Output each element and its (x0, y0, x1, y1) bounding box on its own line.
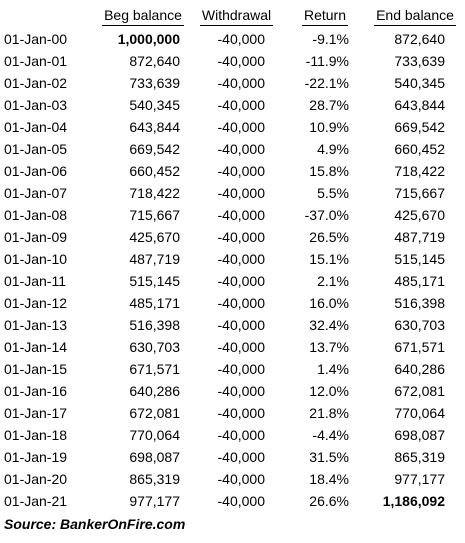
cell-return: 31.5% (309, 449, 349, 465)
cell-return: 15.1% (309, 251, 349, 267)
cell-withdrawal: -40,000 (217, 53, 265, 69)
header-end-balance-label: End balance (374, 7, 456, 26)
cell-beg-balance: 643,844 (129, 119, 180, 135)
cell-beg-balance: 669,542 (129, 141, 180, 157)
cell-withdrawal: -40,000 (217, 339, 265, 355)
cell-return: -11.9% (305, 53, 349, 69)
cell-end-balance: 872,640 (394, 31, 445, 47)
cell-return: 1.4% (317, 361, 349, 377)
cell-end-balance: 487,719 (394, 229, 445, 245)
table-header (0, 6, 465, 28)
cell-return: 12.0% (309, 383, 349, 399)
cell-date: 01-Jan-10 (4, 251, 68, 267)
cell-return: 4.9% (317, 141, 349, 157)
cell-return: 5.5% (317, 185, 349, 201)
cell-date: 01-Jan-05 (4, 141, 68, 157)
source-note: Source: BankerOnFire.com (4, 516, 186, 532)
cell-end-balance: 715,667 (394, 185, 445, 201)
table-row (0, 72, 465, 94)
table-row (0, 204, 465, 226)
cell-beg-balance: 733,639 (129, 75, 180, 91)
cell-withdrawal: -40,000 (217, 163, 265, 179)
cell-beg-balance: 515,145 (129, 273, 180, 289)
cell-date: 01-Jan-09 (4, 229, 68, 245)
table-row (0, 138, 465, 160)
cell-beg-balance: 660,452 (129, 163, 180, 179)
cell-withdrawal: -40,000 (217, 251, 265, 267)
table-row (0, 292, 465, 314)
cell-end-balance: 485,171 (394, 273, 445, 289)
table-row (0, 248, 465, 270)
cell-date: 01-Jan-21 (4, 493, 68, 509)
cell-return: 15.8% (309, 163, 349, 179)
cell-beg-balance: 698,087 (129, 449, 180, 465)
cell-date: 01-Jan-00 (4, 31, 68, 47)
cell-date: 01-Jan-18 (4, 427, 68, 443)
cell-end-balance: 640,286 (394, 361, 445, 377)
cell-withdrawal: -40,000 (217, 471, 265, 487)
table-row (0, 270, 465, 292)
cell-end-balance: 1,186,092 (382, 493, 445, 509)
cell-beg-balance: 540,345 (129, 97, 180, 113)
cell-date: 01-Jan-02 (4, 75, 68, 91)
cell-end-balance: 540,345 (394, 75, 445, 91)
table-row (0, 226, 465, 248)
cell-end-balance: 516,398 (394, 295, 445, 311)
cell-withdrawal: -40,000 (217, 295, 265, 311)
table-row (0, 336, 465, 358)
cell-withdrawal: -40,000 (217, 317, 265, 333)
cell-withdrawal: -40,000 (217, 119, 265, 135)
cell-date: 01-Jan-16 (4, 383, 68, 399)
table-row (0, 50, 465, 72)
cell-beg-balance: 718,422 (129, 185, 180, 201)
cell-return: 18.4% (309, 471, 349, 487)
balance-table (0, 6, 465, 512)
table-row (0, 314, 465, 336)
cell-withdrawal: -40,000 (217, 207, 265, 223)
table-row (0, 424, 465, 446)
table-row (0, 380, 465, 402)
table-row (0, 28, 465, 50)
cell-date: 01-Jan-07 (4, 185, 68, 201)
cell-end-balance: 425,670 (394, 207, 445, 223)
cell-return: -9.1% (312, 31, 349, 47)
cell-withdrawal: -40,000 (217, 427, 265, 443)
cell-beg-balance: 977,177 (129, 493, 180, 509)
cell-return: 26.6% (309, 493, 349, 509)
cell-end-balance: 718,422 (394, 163, 445, 179)
table-row (0, 94, 465, 116)
cell-end-balance: 515,145 (394, 251, 445, 267)
cell-beg-balance: 672,081 (129, 405, 180, 421)
header-date (0, 26, 98, 28)
table-row (0, 358, 465, 380)
cell-beg-balance: 487,719 (129, 251, 180, 267)
cell-date: 01-Jan-01 (4, 53, 68, 69)
cell-end-balance: 733,639 (394, 53, 445, 69)
cell-beg-balance: 1,000,000 (117, 31, 180, 47)
cell-beg-balance: 485,171 (129, 295, 180, 311)
table-row (0, 446, 465, 468)
cell-return: 28.7% (309, 97, 349, 113)
header-withdrawal (188, 7, 285, 28)
cell-withdrawal: -40,000 (217, 97, 265, 113)
cell-date: 01-Jan-04 (4, 119, 68, 135)
header-beg-balance (98, 7, 188, 28)
cell-date: 01-Jan-12 (4, 295, 68, 311)
cell-beg-balance: 640,286 (129, 383, 180, 399)
cell-return: -37.0% (304, 207, 349, 223)
table-row (0, 182, 465, 204)
header-return (285, 7, 365, 28)
table-row (0, 490, 465, 512)
cell-date: 01-Jan-06 (4, 163, 68, 179)
cell-end-balance: 643,844 (394, 97, 445, 113)
cell-withdrawal: -40,000 (217, 361, 265, 377)
cell-return: -22.1% (304, 75, 349, 91)
cell-beg-balance: 630,703 (129, 339, 180, 355)
cell-return: -4.4% (312, 427, 349, 443)
cell-date: 01-Jan-20 (4, 471, 68, 487)
cell-end-balance: 630,703 (394, 317, 445, 333)
header-return-label: Return (302, 7, 348, 26)
cell-beg-balance: 715,667 (129, 207, 180, 223)
cell-beg-balance: 770,064 (129, 427, 180, 443)
cell-beg-balance: 671,571 (129, 361, 180, 377)
cell-date: 01-Jan-14 (4, 339, 68, 355)
cell-end-balance: 672,081 (394, 383, 445, 399)
header-end-balance (365, 7, 465, 28)
cell-withdrawal: -40,000 (217, 229, 265, 245)
cell-return: 10.9% (309, 119, 349, 135)
cell-beg-balance: 872,640 (129, 53, 180, 69)
cell-end-balance: 671,571 (394, 339, 445, 355)
table-row (0, 468, 465, 490)
cell-beg-balance: 425,670 (129, 229, 180, 245)
cell-end-balance: 977,177 (394, 471, 445, 487)
header-beg-balance-label: Beg balance (102, 7, 184, 26)
cell-date: 01-Jan-19 (4, 449, 68, 465)
cell-return: 2.1% (317, 273, 349, 289)
cell-return: 21.8% (309, 405, 349, 421)
cell-withdrawal: -40,000 (217, 141, 265, 157)
cell-withdrawal: -40,000 (217, 273, 265, 289)
cell-end-balance: 770,064 (394, 405, 445, 421)
cell-return: 26.5% (309, 229, 349, 245)
cell-withdrawal: -40,000 (217, 383, 265, 399)
cell-end-balance: 698,087 (394, 427, 445, 443)
cell-return: 13.7% (309, 339, 349, 355)
table-row (0, 116, 465, 138)
cell-date: 01-Jan-08 (4, 207, 68, 223)
cell-date: 01-Jan-15 (4, 361, 68, 377)
cell-end-balance: 660,452 (394, 141, 445, 157)
cell-return: 16.0% (309, 295, 349, 311)
cell-end-balance: 865,319 (394, 449, 445, 465)
cell-beg-balance: 516,398 (129, 317, 180, 333)
cell-date: 01-Jan-03 (4, 97, 68, 113)
cell-beg-balance: 865,319 (129, 471, 180, 487)
cell-withdrawal: -40,000 (217, 449, 265, 465)
cell-withdrawal: -40,000 (217, 493, 265, 509)
cell-withdrawal: -40,000 (217, 31, 265, 47)
cell-end-balance: 669,542 (394, 119, 445, 135)
cell-return: 32.4% (309, 317, 349, 333)
cell-withdrawal: -40,000 (217, 405, 265, 421)
cell-date: 01-Jan-11 (4, 273, 67, 289)
cell-withdrawal: -40,000 (217, 75, 265, 91)
table-row (0, 402, 465, 424)
cell-withdrawal: -40,000 (217, 185, 265, 201)
table-row (0, 160, 465, 182)
header-withdrawal-label: Withdrawal (200, 7, 273, 26)
cell-date: 01-Jan-17 (4, 405, 68, 421)
cell-date: 01-Jan-13 (4, 317, 68, 333)
